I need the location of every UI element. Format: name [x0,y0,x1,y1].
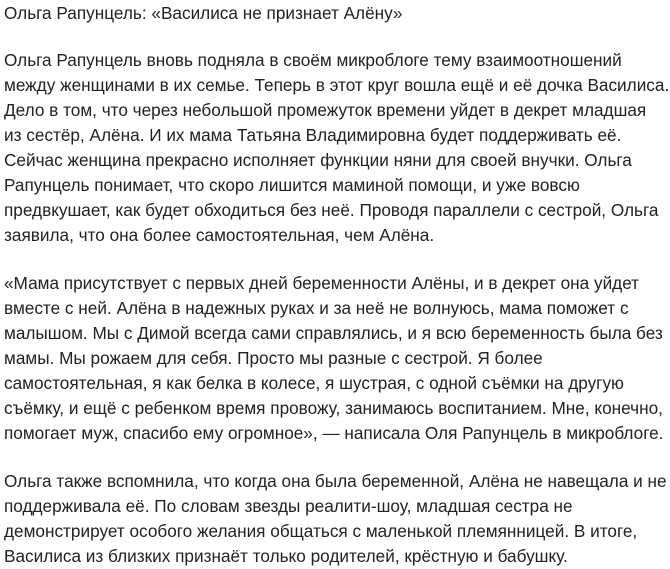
paragraph-line: малышом. Мы с Димой всегда сами справлялись, и я всю беременность была без [4,323,663,343]
paragraph-line: Ольга также вспомнила, что когда она была беременной, Алёна не навещала и не [4,471,667,491]
paragraph-line: предвкушает, как будет обходиться без неё. Проводя параллели с сестрой, Ольга [4,200,659,220]
paragraph-line: съёмку, и ещё с ребенком время провожу, занимаюсь воспитанием. Мне, конечно, [4,398,663,418]
spacer [4,26,668,48]
paragraph-line: между женщинами в их семье. Теперь в этот круг вошла ещё и её дочка Василиса. [4,75,670,95]
paragraph-line: Рапунцель понимает, что скоро лишится маминой помощи, и уже вовсю [4,175,580,195]
paragraph-line: «Мама присутствует с первых дней беременности Алёны, и в декрет она уйдет [4,273,640,293]
paragraph-line: самостоятельная, я как белка в колесе, я шустрая, с одной съёмки на другую [4,373,624,393]
paragraph-line: заявила, что она более самостоятельная, чем Алёна. [4,225,435,245]
paragraph-line: помогает муж, спасибо ему огромное», — написала Оля Рапунцель в микроблоге. [4,423,664,443]
paragraph-line: мамы. Мы рожаем для себя. Просто мы разные с сестрой. Я более [4,348,543,368]
spacer [4,446,668,469]
paragraph-line: демонстрирует особого желания общаться с маленькой племянницей. В итоге, [4,521,638,541]
paragraph-line: Василиса из близких признаёт только родителей, крёстную и бабушку. [4,546,568,566]
paragraph-1 [4,48,668,248]
paragraph-3 [4,469,668,569]
paragraph-line: поддерживала её. По словам звезды реалити-шоу, младшая сестра не [4,496,573,516]
paragraph-2-quote [4,271,668,446]
article [4,0,668,569]
paragraph-line: из сестёр, Алёна. И их мама Татьяна Владимировна будет поддерживать её. [4,125,622,145]
paragraph-line: вместе с ней. Алёна в надежных руках и за неё не волнуюсь, мама поможет с [4,298,629,318]
paragraph-line: Дело в том, что через небольшой промежуток времени уйдет в декрет младшая [4,100,647,120]
spacer [4,248,668,271]
article-title: Ольга Рапунцель: «Василиса не признает Алёну» [4,3,403,23]
paragraph-line: Сейчас женщина прекрасно исполняет функции няни для своей внучки. Ольга [4,150,632,170]
paragraph-line: Ольга Рапунцель вновь подняла в своём микроблоге тему взаимоотношений [4,50,622,70]
